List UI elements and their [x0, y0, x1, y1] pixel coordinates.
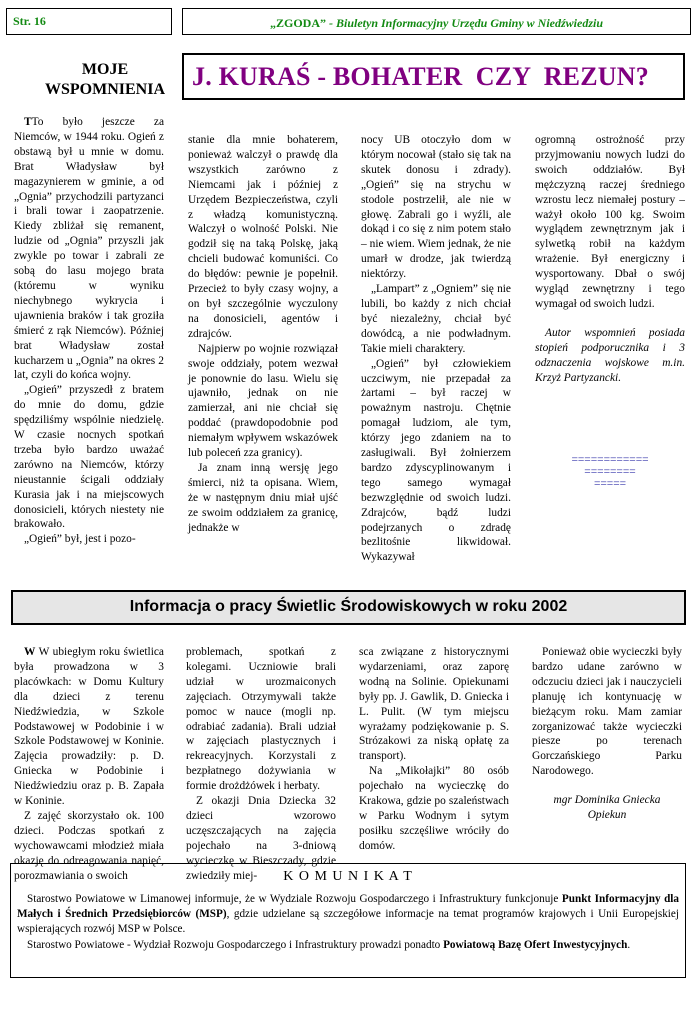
separator-line: ===== — [593, 477, 627, 490]
separator-line: ============ — [571, 453, 649, 466]
section-title — [40, 60, 170, 100]
paragraph: „Ogień” był człowiekiem uczciwym, nie przepadał za żartami – był raczej w poważnym nastroju. Chętnie pomagał ludziom, ale tym, którzy jego zdaniem na to zasługiwali. Był żołnierzem bardzo zdyscyplinowanym i tego samego wymagał bezwzględnie od swoich ludzi. Zdrajców, bądź ludzi podejrzanych o zdradę bezlitośnie likwidował. Wykazywał — [361, 357, 511, 564]
paragraph: Ja znam inną wersję jego śmierci, niż ta opisana. Wiem, że w następnym dniu miał ujść ze swoim oddziałem za granicę, jednakże w — [188, 461, 338, 534]
paragraph: sca związane z historycznymi wydarzeniami, oraz zaporę wodną na Solinie. Opiekunami były pp. J. Gawlik, D. Gniecka i L. Pulit. (W tym miejscu wyrażamy podziękowanie p. S. Strózakowi za niską opłatę za transport). — [359, 646, 509, 763]
section-title-line1: MOJE — [81, 61, 129, 78]
paragraph: stanie dla mnie bohaterem, ponieważ walczył o prawdę dla wszystkich zarówno z Niemcami jak i później z Urzędem Bezpieczeństwa, czyli z władzą komunistyczną. Walczył o wolność Polski. Nie godził się na taką Polskę, jaką chcieli budować komuniści. Co do błędów: pewnie je popełnił. Przecież to były czasy wojny, a on był szczególnie wyczulony na donosicieli, agentów i zdrajców. — [188, 134, 338, 340]
paragraph: Na „Mikołajki” 80 osób pojechało na wycieczkę do Krakowa, gdzie po szaleństwach w Parku Wodnym i sytym posiłku szczęśliwe wróciły do domów. — [359, 765, 509, 852]
communique-paragraph-2: Starostwo Powiatowe - Wydział Rozwoju Gospodarczego i Infrastruktury prowadzi ponadto Powiatową Bazę Ofert Inwestycyjnych. — [27, 938, 631, 951]
communique-box — [10, 863, 686, 978]
paragraph: Z okazji Dnia Dziecka 32 dzieci wzorowo uczęszczających na zajęcia pojechało na 3-dniową wycieczkę w Bieszczady, gdzie zwiedziły miej- — [186, 795, 336, 882]
article2-column-2 — [186, 645, 336, 884]
article2-column-3 — [359, 645, 509, 854]
paragraph: „Lampart” z „Ogniem” się nie lubili, bo każdy z nich chciał być niezależny, chciał być dowódcą, a nie podwładnym. Takie mieli charaktery. — [361, 283, 511, 355]
section-title-line2: WSPOMNIENIA — [44, 81, 165, 98]
separator — [535, 454, 685, 490]
page-number: Str. 16 — [13, 14, 46, 28]
drop-letter: T — [24, 116, 32, 128]
headline-box — [182, 53, 685, 100]
investment-offers-base: Powiatową Bazę Ofert Inwestycyjnych — [443, 938, 628, 951]
communique-title: K O M U N I K A T — [283, 869, 413, 884]
bulletin-name: „ZGODA” — [269, 16, 326, 30]
article2-column-1 — [14, 645, 164, 884]
paragraph: Z zajęć skorzystało ok. 100 dzieci. Podczas spotkań z wychowawcami młodzież miała okazję do odreagowania napięć, porozmawiania o swoich — [14, 809, 164, 882]
paragraph: problemach, spotkań z kolegami. Uczniowie brali udział w urozmaiconych zajęciach. Otrzymywali także pomoc w nauce (mogli np. odrabiać zadania). Brali udział w zajęciach plastycznych i rekreacyjnych. Korzystali z bezpłatnego dożywiania w formie drożdżówek i herbaty. — [186, 646, 336, 793]
drop-letter: W — [24, 646, 36, 658]
signature-name: mgr Dominika Gniecka — [553, 794, 661, 807]
bulletin-header — [270, 16, 603, 30]
signature-role: Opiekun — [587, 809, 627, 822]
paragraph: ogromną ostrożność przy przyjmowaniu nowych ludzi do swoich oddziałów. Był mężczyzną raczej średniego wzrostu lecz niemałej postury – ważył około 100 kg. Swoim wyglądem zewnętrznym jak i sylwetką robił na każdym wrażenie. Był energiczny i wysportowany. Dbał o swój wygląd zewnętrzny i tego wymagał od swoich ludzi. — [535, 134, 685, 310]
paragraph: TTo było jeszcze za Niemców, w 1944 roku. Ogień z obstawą był u mnie w domu. Brat Władysław był magazynierem w gminie, a od „Ognia” przychodzili partyzanci i brali towar i zaopatrzenie. Kiedy zbliżał się remanent, ludzie od „Ognia” przyszli jak zwykle po towar i zabrali ze sobą do lasu mojego brata (któremu w wyniku niechybnego wykrycia i ujawnienia braków i tak groziła śmierć z rąk Niemców). Później brat Władysław został kucharzem u „Ognia” na okres 2 lat, czyli do końca wojny. — [14, 116, 164, 382]
msp-info-point: Punkt Informacyjny dla Małych i Średnich Przedsiębiorców (MSP) — [17, 893, 679, 921]
article2-column-4 — [532, 645, 682, 823]
communique-paragraph-1: Starostwo Powiatowe w Limanowej informuje, że w Wydziale Rozwoju Gospodarczego i Infrastruktury funkcjonuje Punkt Informacyjny dla Małych i Średnich Przedsiębiorców (MSP), gdzie udzielane są szczegółowe informacje na temat programów krajowych i Unii Europejskiej wspierających rozwój MSP w Polsce. — [17, 893, 679, 936]
article1-column-4 — [535, 133, 685, 490]
article2-headline: Informacja o pracy Świetlic Środowiskowych w roku 2002 — [129, 598, 568, 615]
paragraph: „Ogień” był, jest i pozo- — [24, 533, 136, 546]
article2-banner — [11, 590, 686, 625]
headline: J. KURAŚ - BOHATER CZY REZUN? — [192, 62, 649, 91]
paragraph: W W ubiegłym roku świetlica była prowadzona w 3 placówkach: w Domu Kultury dla dzieci z terenu Niedźwiedzia, w Szkole Podstawowej w Podobinie i w Szkole Podstawowej w Koninie. Zajęcia prowadziły: p. D. Gniecka w Podobinie i Niedźwiedziu oraz p. B. Zapała w Koninie. — [14, 646, 164, 808]
article1-column-1 — [14, 115, 164, 547]
paragraph: nocy UB otoczyło dom w którym nocował (stało się tak na skutek donosu i zdrady). „Ogień” się na strychu w stodole postrzelił, ale nie w głowę. Zabrali go i wyźli, ale dokąd i co się z nim potem stało – nie wiem. Wiem jednak, że nie umarł w drodze, jak twierdzą niektórzy. — [361, 134, 511, 281]
page-number-box — [6, 8, 172, 35]
author-note: Autor wspomnień posiada stopień podporucznika i 3 odznaczenia wojskowe m.in. Krzyż Partyzancki. — [535, 326, 685, 384]
paragraph: Najpierw po wojnie rozwiązał swoje oddziały, potem wezwał je ponownie do lasu. Wielu się ujawniło, jednak on nie zamierzał, ani nie chciał się poddać (prawdopodobnie pod niemałym wpływem wskazówek lub poleceń zza granicy). — [188, 342, 338, 460]
article1-column-2 — [188, 133, 338, 535]
bulletin-header-box — [182, 8, 691, 35]
separator-line: ======== — [584, 465, 636, 478]
paragraph: „Ogień” przyszedł z bratem do mnie do domu, gdzie spędziliśmy wspólnie niedzielę. W czasie nocnych spotkań trzeba było bardzo uważać zarówno na Niemców, którzy nieustannie ścigali oddziały Kurasia jak i na miejscowych donosicieli, których niestety nie brakowało. — [14, 384, 164, 531]
communique-body — [17, 892, 679, 953]
paragraph: Ponieważ obie wycieczki były bardzo udane zarówno w odczuciu dzieci jak i nauczycieli planuję ich kontynuację w bieżącym roku. Mam zamiar zorganizować także wycieczki piesze po terenach Gorczańskiego Parku Narodowego. — [532, 646, 682, 778]
bulletin-subtitle: - Biuletyn Informacyjny Urzędu Gminy w Niedźwiedziu — [326, 16, 604, 30]
signature — [532, 793, 682, 823]
article1-column-3 — [361, 133, 511, 565]
